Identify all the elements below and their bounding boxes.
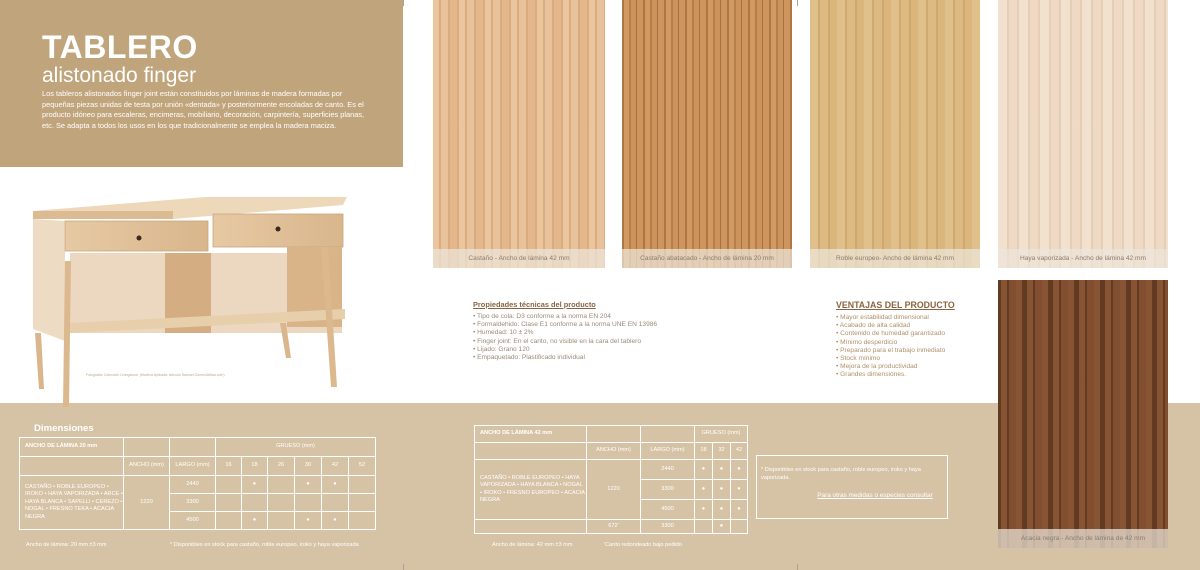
largo-value: 4500 xyxy=(170,512,216,530)
stock-dot: ● xyxy=(731,500,748,520)
fold-mark xyxy=(797,564,798,570)
stock-dot: ● xyxy=(731,480,748,500)
thickness: 18 xyxy=(695,443,713,460)
stock-dot xyxy=(216,512,242,530)
stock-dot: ● xyxy=(713,500,731,520)
thickness: 32 xyxy=(713,443,731,460)
table-42mm xyxy=(474,425,748,534)
advantage-item: • Preparado para el trabajo inmediato xyxy=(836,346,946,354)
advantage-item: • Grandes dimensiones. xyxy=(836,371,907,379)
stock-dot xyxy=(695,520,713,534)
technical-item: • Finger joint: En el canto, no visible en la cara del tablero xyxy=(473,337,641,345)
stock-dot: ● xyxy=(295,476,322,494)
intro-paragraph: Los tableros alistonados finger joint están constituidos por láminas de madera formadas por pequeñas piezas unidas de testa por unión «dentada» y posteriormente encoladas de canto. Es el producto idóneo para escaleras, encimeras, mobiliario, decoración, carpintería, superficies planas, etc. Se adapta a todos los usos en los que tradicionalmente se emplea la madera maciza. xyxy=(42,89,365,130)
stock-dot: ● xyxy=(322,476,349,494)
fold-mark xyxy=(403,0,404,6)
largo-value: 3300 xyxy=(641,520,695,534)
swatch-caption: Haya vaporizada - Ancho de lámina 42 mm xyxy=(998,249,1168,268)
stock-dot: ● xyxy=(695,480,713,500)
thickness: 30 xyxy=(295,457,322,476)
largo-value: 2440 xyxy=(641,460,695,480)
ancho-value: 672' xyxy=(587,520,641,534)
technical-item: • Tipo de cola: D3 conforme a la norma EN 204 xyxy=(473,313,611,320)
footnote-width-20: Ancho de lámina: 20 mm ±3 mm xyxy=(26,542,107,548)
technical-item: • Empaquetado: Plastificado individual xyxy=(473,354,585,362)
thickness: 18 xyxy=(242,457,268,476)
stock-dot xyxy=(295,494,322,512)
stock-dot xyxy=(242,494,268,512)
note-box xyxy=(756,455,948,519)
advantages-list xyxy=(836,314,945,380)
swatch-caption: Acacia negra - Ancho de lámina de 42 mm xyxy=(998,529,1168,548)
technical-item: • Humedad: 10 ± 2% xyxy=(473,329,534,337)
stock-dot: ● xyxy=(242,476,268,494)
stock-dot: ● xyxy=(695,500,713,520)
thickness: 16 xyxy=(216,457,242,476)
species-list: CASTAÑO • ROBLE EUROPEO • IROKO • HAYA VAPORIZADA • ARCE • HAYA BLANCA • SAPELLI • CEREZO • NOGAL • FRESNO TEKA • ACACIA NEGRA xyxy=(20,476,124,530)
thickness: 52 xyxy=(349,457,376,476)
largo-value: 3300 xyxy=(641,480,695,500)
swatch-acacia-negra xyxy=(998,280,1168,548)
swatch-caption: Castaño abatacado - Ancho de lámina 20 mm xyxy=(622,249,792,268)
advantage-item: • Acabado de alta calidad xyxy=(836,322,911,330)
table-header: ANCHO DE LÁMINA 42 mm xyxy=(475,426,587,443)
advantage-item: • Contenido de humedad garantizado xyxy=(836,330,945,338)
grueso-header: GRUESO (mm) xyxy=(695,426,748,443)
technical-title: Propiedades técnicas del producto xyxy=(473,300,596,309)
stock-dot xyxy=(322,494,349,512)
stock-note: * Disponibles en stock para castaño, roble europeo, iroko y haya vaporizada. xyxy=(761,467,921,481)
technical-item: • Lijado: Grano 120 xyxy=(473,345,530,353)
stock-dot xyxy=(268,476,295,494)
thickness: 26 xyxy=(268,457,295,476)
stock-dot: ● xyxy=(695,460,713,480)
ancho-value: 1220 xyxy=(124,476,170,530)
table-header: ANCHO DE LÁMINA 20 mm xyxy=(20,438,124,457)
fold-mark xyxy=(403,564,404,570)
thickness: 42 xyxy=(731,443,748,460)
stock-dot xyxy=(349,476,376,494)
swatch-castano xyxy=(433,0,605,268)
largo-value: 3300 xyxy=(170,494,216,512)
stock-dot: ● xyxy=(713,480,731,500)
advantage-item: • Mayor estabilidad dimensional xyxy=(836,314,929,321)
page-title: TABLERO xyxy=(42,29,198,65)
contact-link[interactable]: Para otras medidas o especies consultar xyxy=(817,492,933,499)
dimensions-title: Dimensiones xyxy=(34,423,94,434)
stock-dot xyxy=(216,494,242,512)
fold-mark xyxy=(797,0,798,6)
stock-dot: ● xyxy=(295,512,322,530)
grueso-header: GRUESO (mm) xyxy=(216,438,376,457)
footnote-width-42: Ancho de lámina: 42 mm ±3 mm xyxy=(492,542,573,548)
col-ancho: ANCHO (mm) xyxy=(587,443,641,460)
table-20mm xyxy=(19,437,376,530)
col-largo: LARGO (mm) xyxy=(170,457,216,476)
stock-dot: ● xyxy=(322,512,349,530)
stock-dot: ● xyxy=(731,460,748,480)
stock-dot xyxy=(349,512,376,530)
footnote-edge-42: 'Canto redondeado bajo pedido xyxy=(604,542,682,548)
swatch-caption: Castaño - Ancho de lámina 42 mm xyxy=(433,249,605,268)
col-largo: LARGO (mm) xyxy=(641,443,695,460)
footnote-stock-20: * Disponibles en stock para castaño, roble europeo, iroko y haya vaporizada xyxy=(170,542,359,548)
page-subtitle: alistonado finger xyxy=(42,64,197,87)
stock-dot xyxy=(268,512,295,530)
largo-value: 2440 xyxy=(170,476,216,494)
col-ancho: ANCHO (mm) xyxy=(124,457,170,476)
swatch-haya-vaporizada xyxy=(998,0,1168,268)
advantage-item: • Stock mínimo xyxy=(836,355,881,363)
swatch-caption: Roble europeo- Ancho de lámina 42 mm xyxy=(810,249,980,268)
species-list: CASTAÑO • ROBLE EUROPEO • HAYA VAPORIZADA • HAYA BLANCA • NOGAL • IROKO • FRESNO EUROPEO • ACACIA NEGRA xyxy=(475,460,587,520)
photo-credit: Fotografía: Colección Livingstone. (Madera Aplicada: Artículo Samuel Gomes/Alfaar.com) xyxy=(86,373,225,377)
swatch-castano-abatacado xyxy=(622,0,792,268)
stock-dot xyxy=(268,494,295,512)
swatch-roble-europeo xyxy=(810,0,980,268)
ancho-value: 1220 xyxy=(587,460,641,520)
technical-item: • Formaldehido: Clase E1 conforme a la norma UNE EN 13986 xyxy=(473,321,658,329)
stock-dot xyxy=(349,494,376,512)
thickness: 42 xyxy=(322,457,349,476)
stock-dot xyxy=(731,520,748,534)
technical-list xyxy=(473,313,657,362)
stock-dot xyxy=(216,476,242,494)
stock-dot: ● xyxy=(242,512,268,530)
stock-dot: ● xyxy=(713,520,731,534)
stock-dot: ● xyxy=(713,460,731,480)
largo-value: 4500 xyxy=(641,500,695,520)
advantage-item: • Mejora de la productividad xyxy=(836,363,918,371)
advantages-title: VENTAJAS DEL PRODUCTO xyxy=(836,300,955,310)
advantage-item: • Mínimo desperdicio xyxy=(836,338,898,346)
